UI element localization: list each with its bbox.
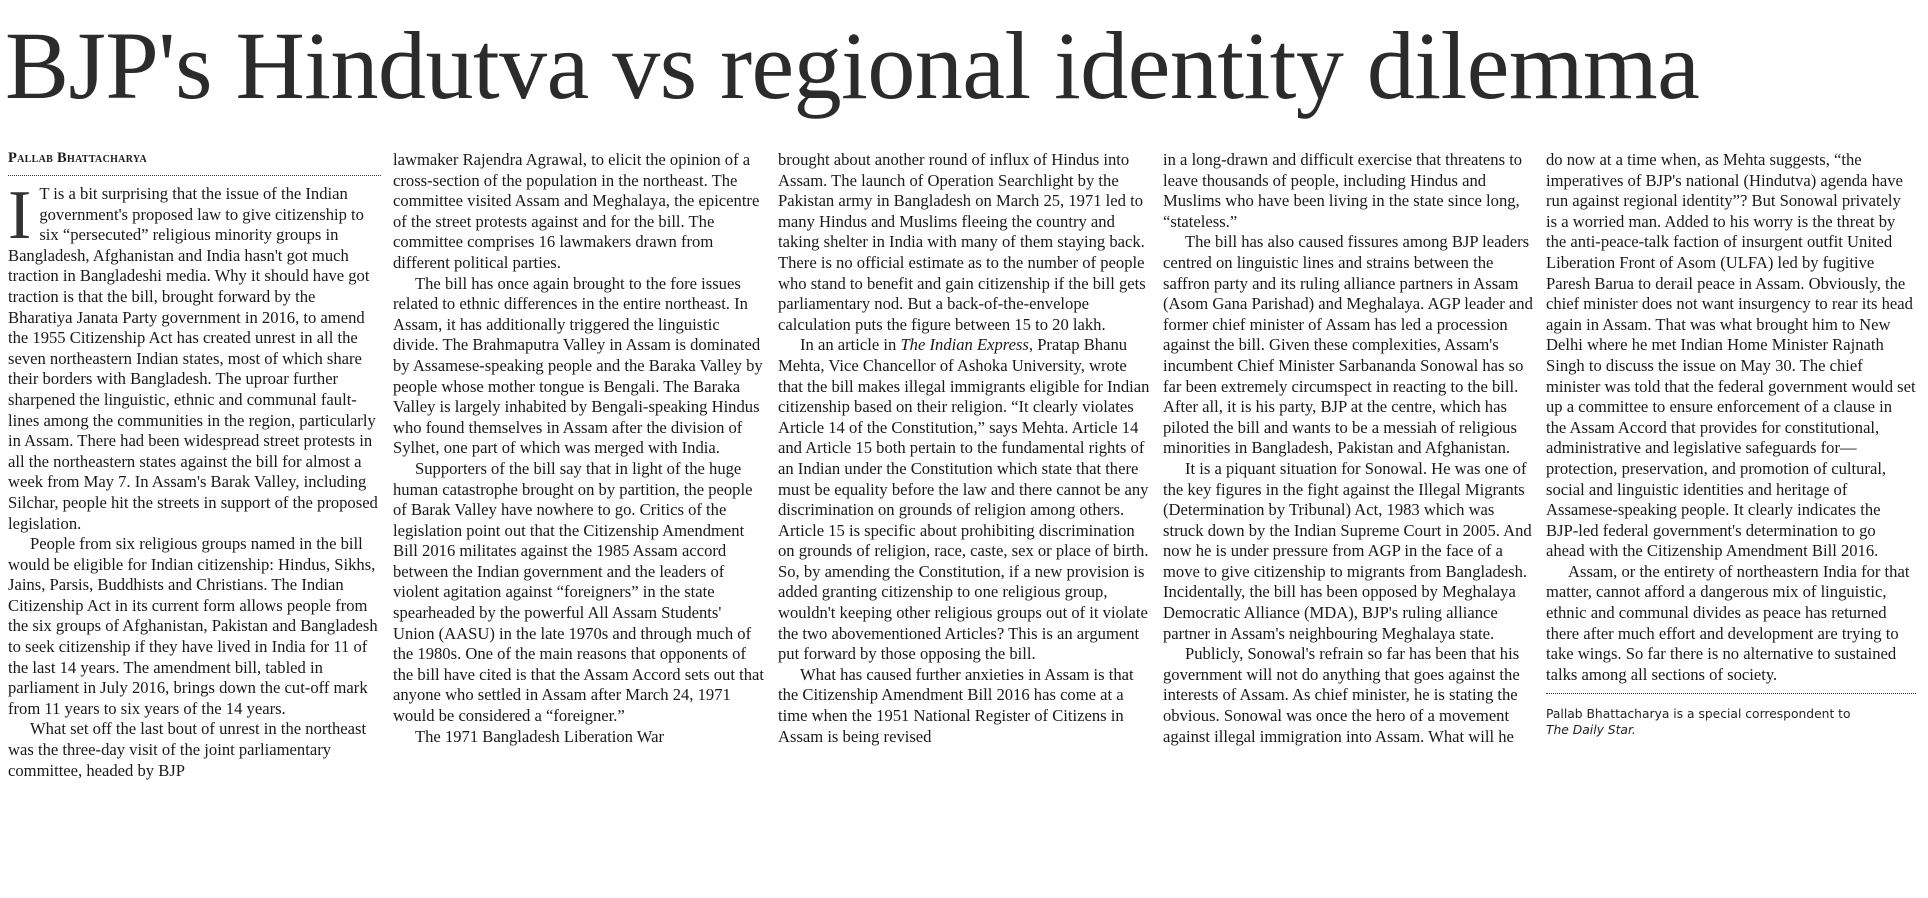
- paragraph: It is a piquant situation for Sonowal. He was one of the key figures in the fight against the Illegal Migrants (Determination by Tribunal) Act, 1983 which was struck down by the Indian Supreme Court in 2005. And now he is under pressure from AGP in the face of a move to give citizenship to migrants from Bangladesh. Incidentally, the bill has been opposed by Meghalaya Democratic Alliance (MDA), BJP's ruling alliance partner in Assam's neighbouring Meghalaya state.: [1163, 458, 1532, 643]
- author-note: [1546, 693, 1916, 738]
- byline-rule: [8, 150, 381, 176]
- paragraph: Assam, or the entirety of northeastern India for that matter, cannot afford a dangerous mix of linguistic, ethnic and communal divides as peace has returned there after much effort and development are trying to take wings. So far there is no alternative to sustained talks among all sections of society.: [1546, 561, 1910, 684]
- paragraph: [8, 177, 381, 534]
- paragraph-text: In an article in: [800, 335, 901, 355]
- headline: BJP's Hindutva vs regional identity dilemma: [5, 12, 1700, 119]
- paragraph: The bill has once again brought to the fore issues related to ethnic differences in the entire northeast. In Assam, it has additionally triggered the linguistic divide. The Brahmaputra Valley in Assam is dominated by Assamese-speaking people and the Baraka Valley by people whose mother tongue is Bengali. The Baraka Valley is largely inhabited by Bengali-speaking Hindus who found themselves in Assam after the division of Sylhet, one part of which was merged with India.: [393, 273, 763, 458]
- paragraph: What has caused further anxieties in Assam is that the Citizenship Amendment Bill 2016 has come at a time when the 1951 National Register of Citizens in Assam is being revised: [778, 664, 1134, 746]
- paragraph: Publicly, Sonowal's refrain so far has been that his government will not do anything that goes against the interests of Assam. As chief minister, he is stating the obvious. Sonowal was once the hero of a movement against illegal immigration into Assam. What will he: [1163, 644, 1520, 746]
- author-note-line: Pallab Bhattacharya is a special correspondent to: [1546, 707, 1851, 722]
- paragraph: lawmaker Rajendra Agrawal, to elicit the opinion of a cross-section of the population in the northeast. The committee visited Assam and Meghalaya, the epicentre of the street protests against and for the bill. The committee comprises 16 lawmakers drawn from different political parties.: [393, 150, 760, 272]
- paragraph: [778, 335, 1151, 665]
- article-column-2: [393, 150, 766, 747]
- paragraph: What set off the last bout of unrest in the northeast was the three-day visit of the joint parliamentary committee, headed by BJP: [8, 719, 367, 780]
- author-note-line: [1546, 722, 1916, 738]
- paragraph-text: T is a bit surprising that the issue of the Indian government's proposed law to give citizenship to six “persecuted” religious minority groups in Bangladesh, Afghanistan and India hasn't got much traction in Bangladeshi media. Why it should have got traction is that the bill, brought forward by the Bharatiya Janata Party government in 2016, to amend the 1955 Citizenship Act has created unrest in all the seven northeastern Indian states, most of which share their borders with Bangladesh. The uproar further sharpened the linguistic, ethnic and communal fault-lines among the communities in the region, particularly in Assam. There had been widespread street protests in all the northeastern states against the bill for almost a week from May 7. In Assam's Barak Valley, including Silchar, people hit the streets in support of the proposed legislation.: [8, 184, 378, 533]
- article-column-5: [1546, 150, 1916, 738]
- paragraph: in a long-drawn and difficult exercise that threatens to leave thousands of people, including Hindus and Muslims who have been living in the state since long, “stateless.”: [1163, 150, 1523, 231]
- paragraph: The 1971 Bangladesh Liberation War: [415, 726, 665, 746]
- article-column-3: [778, 150, 1151, 747]
- paragraph: brought about another round of influx of Hindus into Assam. The launch of Operation Searchlight by the Pakistan army in Bangladesh on March 25, 1971 led to many Hindus and Muslims fleeing the country and taking shelter in India with many of them staying back. There is no official estimate as to the number of people who stand to benefit and gain citizenship if the bill gets parliamentary nod. But a back-of-the-envelope calculation puts the figure between 15 to 20 lakh.: [778, 150, 1146, 334]
- paragraph: Supporters of the bill say that in light of the huge human catastrophe brought on by partition, the people of Barak Valley have nowhere to go. Critics of the legislation point out that the Citizenship Amendment Bill 2016 militates against the 1985 Assam accord between the Indian government and the leaders of violent agitation against “foreigners” in the state spearheaded by the powerful All Assam Students' Union (AASU) in the late 1970s and through much of the 1980s. One of the main reasons that opponents of the bill have cited is that the Assam Accord sets out that anyone who settled in Assam after March 24, 1971 would be considered a “foreigner.”: [393, 458, 764, 726]
- article-column-4: [1163, 150, 1536, 747]
- article-column-1: [8, 150, 381, 781]
- paragraph-text: , Pratap Bhanu Mehta, Vice Chancellor of Ashoka University, wrote that the bill makes illegal immigrants eligible for Indian citizenship based on their religion. “It clearly violates Article 14 of the Constitution,” says Mehta. Article 14 and Article 15 both pertain to the fundamental rights of an Indian under the Constitution which state that there must be equality before the law and there cannot be any discrimination on grounds of religion among others. Article 15 is specific about prohibiting discrimination on grounds of religion, race, caste, sex or place of birth. So, by amending the Constitution, if a new provision is added granting citizenship to one religious group, wouldn't keeping other religious groups out of it violate the two abovementioned Articles? This is an argument put forward by those opposing the bill.: [778, 335, 1150, 664]
- paragraph: People from six religious groups named in the bill would be eligible for Indian citizenship: Hindus, Sikhs, Jains, Parsis, Buddhists and Christians. The Indian Citizenship Act in its current form allows people from the six groups of Afghanistan, Pakistan and Bangladesh to seek citizenship if they have lived in India for 11 of the last 14 years. The amendment bill, tabled in parliament in July 2016, brings down the cut-off mark from 11 years to six years of the 14 years.: [8, 534, 378, 718]
- publication-name: The Indian Express: [900, 335, 1029, 355]
- paragraph: The bill has also caused fissures among BJP leaders centred on linguistic lines and strains between the saffron party and its ruling alliance partners in Assam (Asom Gana Parishad) and Meghalaya. AGP leader and former chief minister of Assam has led a procession against the bill. Given these complexities, Assam's incumbent Chief Minister Sarbananda Sonowal has so far been extremely circumspect in reacting to the bill. After all, it is his party, BJP at the centre, which has piloted the bill and wants to be a messiah of religious minorities in Bangladesh, Pakistan and Afghanistan.: [1163, 232, 1533, 458]
- drop-cap: I: [8, 177, 32, 254]
- byline: Pallab Bhattacharya: [8, 150, 148, 166]
- publication-name: The Daily Star.: [1546, 723, 1636, 738]
- paragraph: do now at a time when, as Mehta suggests, “the imperatives of BJP's national (Hindutva) agenda have run against regional identity”? But Sonowal privately is a worried man. Added to his worry is the threat by the anti-peace-talk faction of insurgent outfit United Liberation Front of Asom (ULFA) led by fugitive Paresh Barua to derail peace in Assam. Obviously, the chief minister does not want insurgency to rear its head again in Assam. That was what brought him to New Delhi where he met Indian Home Minister Rajnath Singh to discuss the issue on May 30. The chief minister was told that the federal government would set up a committee to ensure enforcement of a clause in the Assam Accord that provides for constitutional, administrative and legislative safeguards for—protection, preservation, and promotion of cultural, social and linguistic identities and heritage of Assamese-speaking people. It clearly indicates the BJP-led federal government's determination to go ahead with the Citizenship Amendment Bill 2016.: [1546, 150, 1916, 561]
